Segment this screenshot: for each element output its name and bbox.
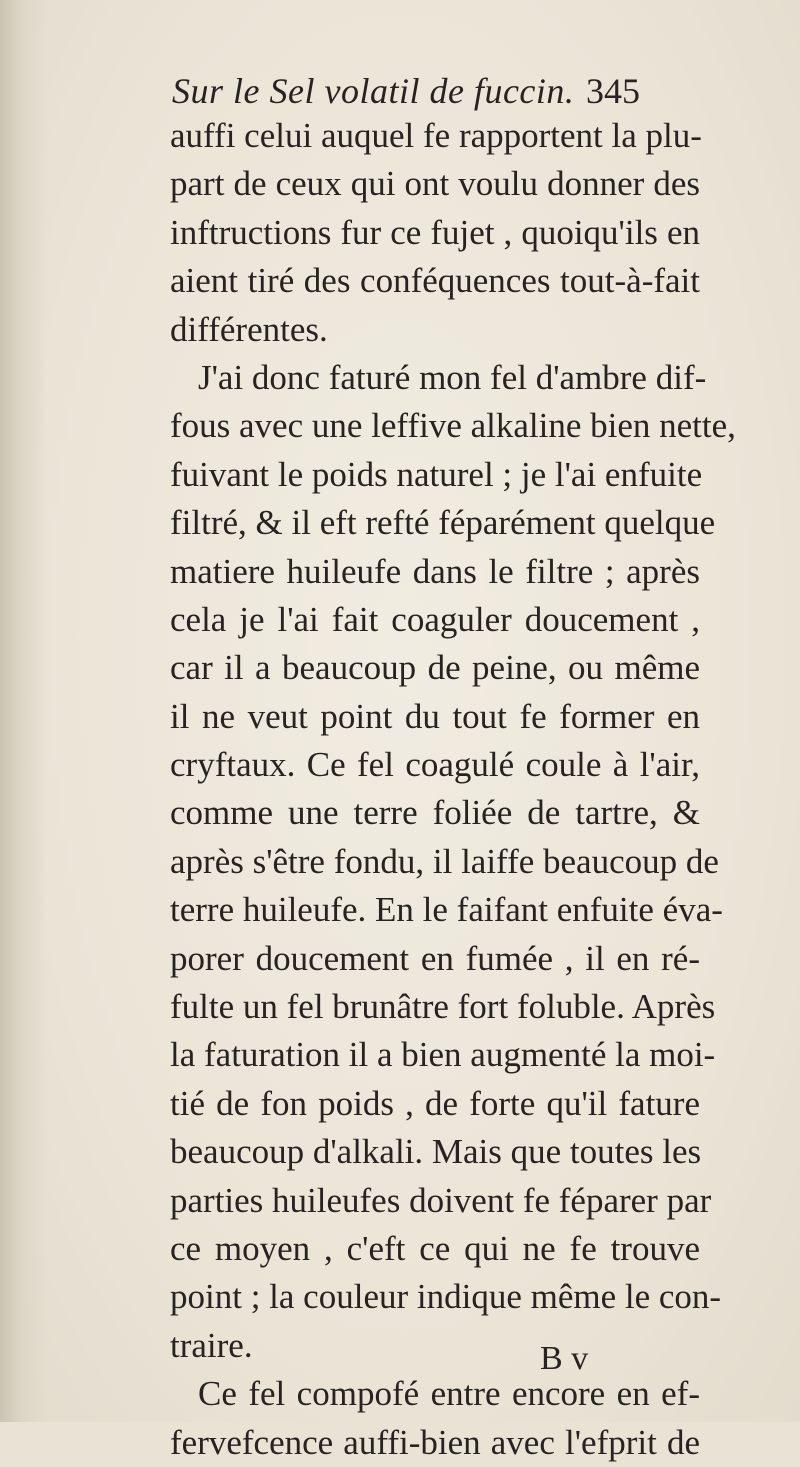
running-title: Sur le Sel volatil de fuccin. [172, 71, 575, 111]
signature-mark: B v [540, 1340, 589, 1377]
text-line: porer doucement en fumée , il en ré- [170, 938, 700, 978]
text-line: tié de fon poids , de forte qu'il fature [170, 1083, 700, 1123]
text-line: fous avec une leffive alkaline bien nette, [170, 406, 736, 446]
text-line: fuivant le poids naturel ; je l'ai enfuite [170, 454, 703, 494]
text-line: il ne veut point du tout fe former en [170, 696, 700, 736]
text-line: différentes. [170, 309, 328, 349]
text-line: après s'être fondu, il laiffe beaucoup de [170, 841, 719, 881]
text-line: Ce fel compofé entre encore en ef- [198, 1374, 700, 1414]
body-text [170, 112, 736, 1467]
text-line: aient tiré des conféquences tout-à-fait [170, 261, 700, 301]
text-line: parties huileufes doivent fe féparer par [170, 1180, 712, 1220]
text-line: J'ai donc faturé mon fel d'ambre dif- [198, 357, 707, 397]
text-line: fervefcence auffi-bien avec l'efprit de [170, 1422, 700, 1462]
text-line: la faturation il a bien augmenté la moi- [170, 1035, 716, 1075]
text-line: cela je l'ai fait coaguler doucement , [170, 599, 700, 639]
text-line: traire. [170, 1325, 253, 1365]
text-line: comme une terre foliée de tartre, & [170, 793, 700, 833]
text-line: inftructions fur ce fujet , quoiqu'ils en [170, 212, 700, 252]
text-line: part de ceux qui ont voulu donner des [170, 164, 700, 204]
text-line: car il a beaucoup de peine, ou même [170, 648, 700, 688]
text-line: filtré, & il eft refté féparément quelque [170, 503, 716, 543]
text-line: ce moyen , c'eft ce qui ne fe trouve [170, 1228, 700, 1268]
text-line: beaucoup d'alkali. Mais que toutes les [170, 1132, 702, 1172]
text-line: matiere huileufe dans le filtre ; après [170, 551, 700, 591]
text-line: fulte un fel brunâtre fort foluble. Après [170, 987, 716, 1027]
text-line: point ; la couleur indique même le con- [170, 1277, 722, 1317]
text-line: auffi celui auquel fe rapportent la plu- [170, 116, 702, 155]
page-binding-shadow [0, 0, 48, 1422]
text-line: cryftaux. Ce fel coagulé coule à l'air, [170, 745, 700, 785]
text-line: terre huileufe. En le faifant enfuite éva- [170, 890, 723, 930]
page-number: 345 [586, 71, 640, 111]
